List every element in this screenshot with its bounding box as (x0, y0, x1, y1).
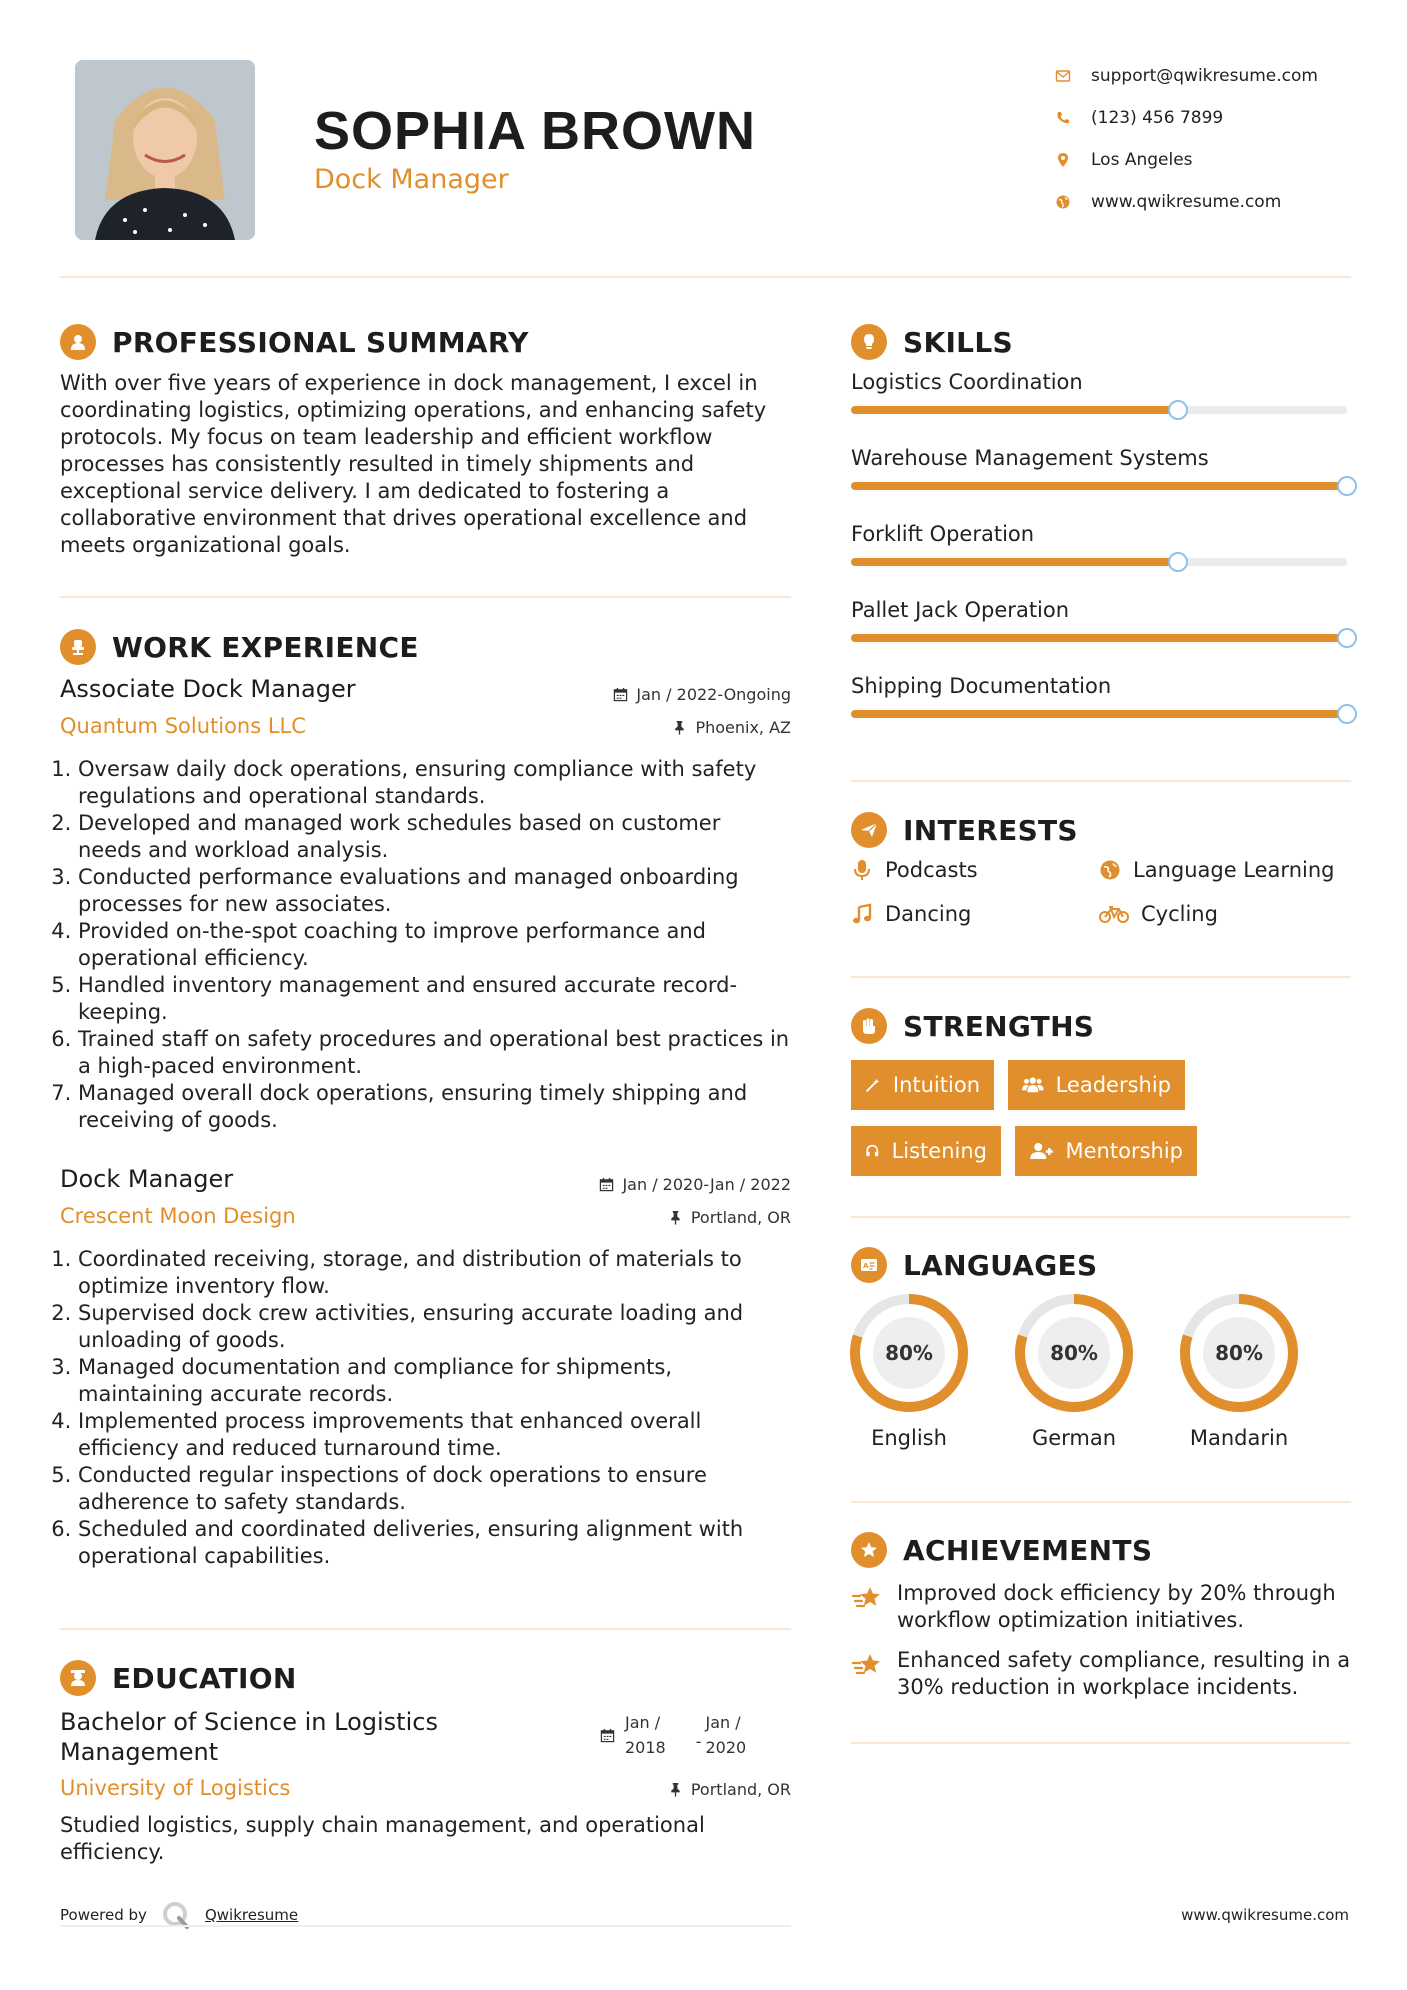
skill-label: Shipping Documentation (851, 674, 1112, 698)
language-item (1013, 1292, 1135, 1450)
job-2-company: Crescent Moon Design (60, 1204, 296, 1228)
contact-phone[interactable] (1055, 97, 1318, 139)
contact-list (1055, 55, 1318, 223)
job-1-title: Associate Dock Manager (60, 675, 356, 703)
job-1-location (672, 718, 791, 737)
language-donut (848, 1292, 970, 1414)
footer-website[interactable]: www.qwikresume.com (1181, 1906, 1349, 1924)
language-percent: 80% (1050, 1341, 1098, 1365)
list-item: 5. Handled inventory management and ensured accurate record-keeping. (78, 972, 790, 1026)
education-date-dash: - (695, 1731, 702, 1751)
skill-bar-fill (851, 710, 1347, 718)
profile-photo (75, 60, 255, 240)
list-item: 7. Managed overall dock operations, ensuring timely shipping and receiving of goods. (78, 1080, 790, 1134)
list-item: 1. Oversaw daily dock operations, ensuring compliance with safety regulations and operational standards. (78, 756, 790, 810)
skill-bar-knob (1337, 704, 1357, 724)
raised-fist-icon (851, 1008, 887, 1044)
list-item: 3. Managed documentation and compliance for shipments, maintaining accurate records. (78, 1354, 790, 1408)
calendar-icon (600, 1728, 615, 1743)
skill-bar-fill (851, 634, 1347, 642)
achievements-heading (851, 1532, 1152, 1568)
education-date (600, 1710, 746, 1760)
achievements-divider (851, 1742, 1351, 1744)
job-1-location-text: Phoenix, AZ (695, 718, 791, 737)
svg-text:A: A (863, 1262, 869, 1270)
language-item (848, 1292, 970, 1450)
education-start-month: Jan / (625, 1713, 661, 1732)
skill-item (851, 446, 1351, 490)
interest-cycling (1099, 902, 1218, 926)
skill-bar-track (851, 710, 1347, 718)
skills-heading-text: SKILLS (903, 325, 1013, 359)
achievement-2-text: Enhanced safety compliance, resulting in a 30% reduction in workplace incidents. (897, 1648, 1351, 1699)
strength-intuition (851, 1060, 994, 1110)
language-donut (1178, 1292, 1300, 1414)
list-item: 4. Provided on-the-spot coaching to improve performance and operational efficiency. (78, 918, 790, 972)
experience-heading (60, 629, 419, 665)
list-item: 1. Coordinated receiving, storage, and distribution of materials to optimize inventory flow. (78, 1246, 790, 1300)
summary-heading-text: PROFESSIONAL SUMMARY (112, 325, 529, 359)
pushpin-icon (668, 1210, 683, 1225)
skill-label: Logistics Coordination (851, 370, 1083, 394)
calendar-icon (599, 1177, 614, 1192)
chair-icon (60, 629, 96, 665)
microphone-icon (851, 859, 873, 881)
interest-podcasts (851, 858, 978, 882)
users-icon (1022, 1074, 1044, 1096)
skill-bar-fill (851, 406, 1178, 414)
achievement-1 (851, 1580, 1351, 1634)
skill-item (851, 674, 1351, 718)
skill-bar-track (851, 558, 1347, 566)
education-degree-line-1: Bachelor of Science in Logistics (60, 1708, 438, 1736)
interests-heading-text: INTERESTS (903, 813, 1078, 847)
lightbulb-icon (851, 324, 887, 360)
strengths-heading (851, 1008, 1094, 1044)
footer-divider (60, 1925, 791, 1927)
graduate-icon (60, 1660, 96, 1696)
education-description: Studied logistics, supply chain management, and operational efficiency. (60, 1813, 705, 1864)
skill-item (851, 522, 1351, 566)
interests-heading (851, 812, 1078, 848)
job-1-company: Quantum Solutions LLC (60, 714, 306, 738)
summary-heading (60, 324, 529, 360)
skill-label: Warehouse Management Systems (851, 446, 1209, 470)
achievements-heading-text: ACHIEVEMENTS (903, 1533, 1153, 1567)
shooting-star-icon (851, 1651, 883, 1681)
map-pin-icon (1055, 152, 1091, 168)
strength-listening (851, 1126, 1001, 1176)
interest-dancing-label: Dancing (885, 902, 972, 926)
candidate-title: Dock Manager (314, 164, 509, 195)
skill-bar-track (851, 406, 1347, 414)
contact-location (1055, 139, 1318, 181)
interest-cycling-label: Cycling (1141, 902, 1218, 926)
user-plus-icon (1029, 1140, 1054, 1162)
job-2-location (668, 1208, 791, 1227)
education-degree-line-2: Management (60, 1738, 219, 1766)
contact-website[interactable] (1055, 181, 1318, 223)
strength-listening-label: Listening (891, 1139, 987, 1163)
experience-heading-text: WORK EXPERIENCE (112, 630, 419, 664)
list-item: 3. Conducted performance evaluations and managed onboarding processes for new associates. (78, 864, 790, 918)
skill-label: Pallet Jack Operation (851, 598, 1070, 622)
list-item: 4. Implemented process improvements that enhanced overall efficiency and reduced turnaround time. (78, 1408, 790, 1462)
languages-heading (851, 1247, 1097, 1283)
magic-wand-icon (865, 1074, 881, 1096)
skills-heading (851, 324, 1013, 360)
strengths-divider (851, 1216, 1351, 1218)
education-location-text: Portland, OR (690, 1780, 791, 1799)
skill-bar-fill (851, 558, 1178, 566)
summary-divider (60, 596, 791, 598)
list-item: 6. Scheduled and coordinated deliveries, ensuring alignment with operational capabilities. (78, 1516, 790, 1570)
job-1-date (613, 685, 791, 704)
job-1-bullets (60, 756, 790, 1134)
skill-bar-knob (1168, 400, 1188, 420)
contact-location-text: Los Angeles (1091, 150, 1193, 170)
strength-intuition-label: Intuition (892, 1073, 980, 1097)
header-divider (60, 276, 1351, 278)
strength-mentorship-label: Mentorship (1065, 1139, 1183, 1163)
education-start-year: 2018 (625, 1738, 666, 1757)
language-card-icon (851, 1247, 887, 1283)
education-school: University of Logistics (60, 1776, 291, 1800)
interest-language-learning (1099, 858, 1334, 882)
achievement-2 (851, 1647, 1351, 1701)
skill-bar-track (851, 634, 1347, 642)
education-heading (60, 1660, 297, 1696)
globe-icon (1099, 859, 1121, 881)
footer-brand-link[interactable]: Qwikresume (204, 1906, 299, 1924)
headphones-icon (865, 1140, 880, 1162)
interest-podcasts-label: Podcasts (885, 858, 978, 882)
education-location (668, 1780, 791, 1799)
phone-icon (1055, 110, 1091, 126)
skill-bar-knob (1337, 628, 1357, 648)
skill-bar-track (851, 482, 1347, 490)
globe-icon (1055, 194, 1091, 210)
languages-heading-text: LANGUAGES (903, 1248, 1098, 1282)
language-item (1178, 1292, 1300, 1450)
education-end-month: Jan / (705, 1713, 741, 1732)
achievement-1-text: Improved dock efficiency by 20% through workflow optimization initiatives. (897, 1581, 1336, 1632)
interests-divider (851, 976, 1351, 978)
list-item: 2. Developed and managed work schedules based on customer needs and workload analysis. (78, 810, 790, 864)
contact-website-text: www.qwikresume.com (1091, 192, 1282, 212)
envelope-icon (1055, 68, 1091, 84)
skills-divider (851, 780, 1351, 782)
calendar-icon (613, 687, 628, 702)
list-item: 6. Trained staff on safety procedures and operational best practices in a high-paced environment. (78, 1026, 790, 1080)
skill-item (851, 370, 1351, 414)
language-percent: 80% (1215, 1341, 1263, 1365)
interest-dancing (851, 902, 971, 926)
contact-email[interactable] (1055, 55, 1318, 97)
skill-label: Forklift Operation (851, 522, 1035, 546)
strength-leadership (1008, 1060, 1185, 1110)
paper-plane-icon (851, 812, 887, 848)
bicycle-icon (1099, 903, 1129, 925)
language-donut (1013, 1292, 1135, 1414)
job-1-date-text: Jan / 2022-Ongoing (636, 685, 791, 704)
strength-leadership-label: Leadership (1055, 1073, 1171, 1097)
job-2-title: Dock Manager (60, 1165, 234, 1193)
contact-email-text: support@qwikresume.com (1091, 66, 1318, 86)
skill-bar-fill (851, 482, 1347, 490)
skill-bar-knob (1168, 552, 1188, 572)
education-heading-text: EDUCATION (112, 1661, 297, 1695)
skill-bar-knob (1337, 476, 1357, 496)
music-note-icon (851, 903, 873, 925)
job-2-date (599, 1175, 791, 1194)
job-2-bullets (60, 1246, 790, 1570)
candidate-name: SOPHIA BROWN (314, 101, 756, 161)
education-end-year: 2020 (705, 1738, 747, 1757)
star-badge-icon (851, 1532, 887, 1568)
contact-phone-text: (123) 456 7899 (1091, 108, 1224, 128)
skill-item (851, 598, 1351, 642)
experience-divider (60, 1628, 791, 1630)
strengths-heading-text: STRENGTHS (903, 1009, 1095, 1043)
job-2-location-text: Portland, OR (690, 1208, 791, 1227)
job-2-date-text: Jan / 2020-Jan / 2022 (622, 1175, 791, 1194)
education-degree (60, 1707, 438, 1767)
strength-mentorship (1015, 1126, 1197, 1176)
languages-divider (851, 1501, 1351, 1503)
powered-by-text: Powered by (60, 1906, 147, 1924)
language-name: German (1031, 1426, 1117, 1450)
interest-language-learning-label: Language Learning (1133, 858, 1335, 882)
list-item: 5. Conducted regular inspections of dock operations to ensure adherence to safety standards. (78, 1462, 790, 1516)
language-name: English (871, 1426, 947, 1450)
language-percent: 80% (885, 1341, 933, 1365)
user-icon (60, 324, 96, 360)
list-item: 2. Supervised dock crew activities, ensuring accurate loading and unloading of goods. (78, 1300, 790, 1354)
summary-text: With over five years of experience in dock management, I excel in coordinating logistics, optimizing operations, and enhancing safety protocols. My focus on team leadership and efficient workflow processes has consistently resulted in timely shipments and exceptional service delivery. I am dedicated to fostering a collaborative environment that drives operational excellence and meets organizational goals. (60, 371, 767, 557)
pushpin-icon (672, 720, 687, 735)
shooting-star-icon (851, 1584, 883, 1614)
pushpin-icon (668, 1782, 683, 1797)
language-name: Mandarin (1189, 1426, 1289, 1450)
